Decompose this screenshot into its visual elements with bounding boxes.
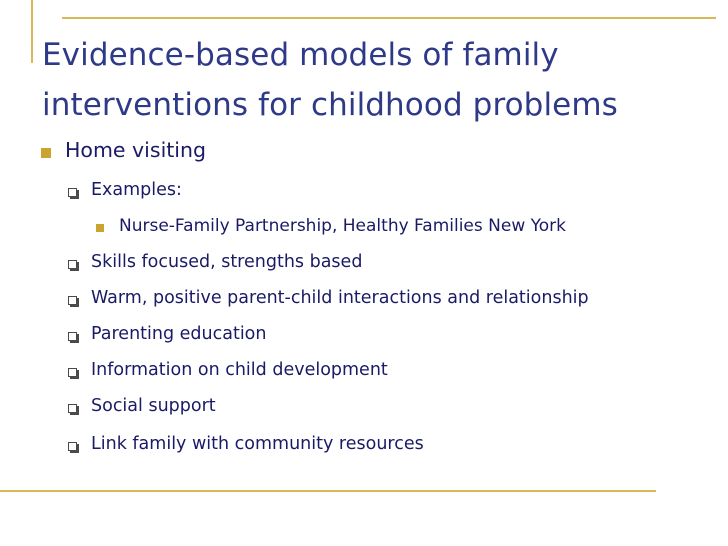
left-rule: [31, 0, 33, 63]
bullet-text: Nurse-Family Partnership, Healthy Families New York: [119, 216, 566, 236]
bullet-text: Home visiting: [65, 138, 206, 162]
checkbox-bullet-icon: [68, 404, 77, 413]
bullet-text: Social support: [91, 396, 216, 416]
checkbox-bullet-icon: [68, 260, 77, 269]
checkbox-bullet-icon: [68, 332, 77, 341]
bullet-text: Parenting education: [91, 324, 267, 344]
checkbox-bullet-icon: [68, 296, 77, 305]
checkbox-bullet-icon: [68, 368, 77, 377]
square-bullet-icon: [96, 224, 104, 232]
checkbox-bullet-icon: [68, 442, 77, 451]
slide-title: [42, 30, 702, 130]
square-bullet-icon: [41, 148, 51, 158]
bullet-text: Skills focused, strengths based: [91, 252, 363, 272]
top-rule: [62, 17, 716, 19]
title-line-1: Evidence-based models of family: [42, 37, 559, 73]
bottom-rule: [0, 490, 656, 492]
bullet-text: Information on child development: [91, 360, 388, 380]
checkbox-bullet-icon: [68, 188, 77, 197]
bullet-text: Link family with community resources: [91, 434, 424, 454]
bullet-text: Warm, positive parent-child interactions and relationship: [91, 288, 589, 308]
title-line-2: interventions for childhood problems: [42, 87, 618, 123]
bullet-text: Examples:: [91, 180, 182, 200]
